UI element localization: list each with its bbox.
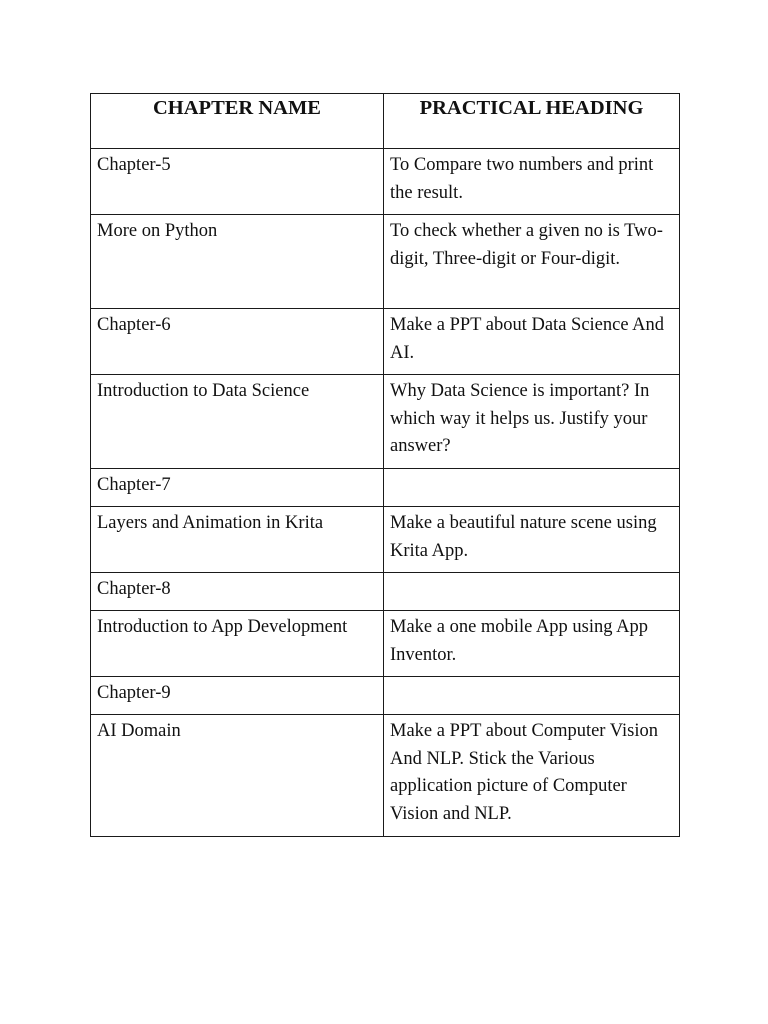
chapter-cell: Introduction to Data Science <box>91 375 384 469</box>
practical-cell: Make a PPT about Data Science And AI. <box>384 309 680 375</box>
table-row <box>91 215 680 309</box>
practical-cell: To Compare two numbers and print the result. <box>384 149 680 215</box>
chapter-cell: Chapter-9 <box>91 677 384 715</box>
practical-cell <box>384 677 680 715</box>
table-row <box>91 573 680 611</box>
chapter-cell: Chapter-5 <box>91 149 384 215</box>
practical-cell: Make a one mobile App using App Inventor. <box>384 611 680 677</box>
chapter-cell: More on Python <box>91 215 384 309</box>
header-practical-heading: PRACTICAL HEADING <box>384 94 680 149</box>
table-header-row <box>91 94 680 149</box>
table-row <box>91 715 680 837</box>
practical-cell: Why Data Science is important? In which way it helps us. Justify your answer? <box>384 375 680 469</box>
header-chapter-name: CHAPTER NAME <box>91 94 384 149</box>
table-row <box>91 507 680 573</box>
table-row <box>91 149 680 215</box>
practical-cell <box>384 573 680 611</box>
table-row <box>91 677 680 715</box>
chapter-cell: Chapter-7 <box>91 469 384 507</box>
table-row <box>91 375 680 469</box>
practical-cell: Make a beautiful nature scene using Krita App. <box>384 507 680 573</box>
table-row <box>91 469 680 507</box>
table-row <box>91 309 680 375</box>
chapter-cell: Chapter-8 <box>91 573 384 611</box>
table-row <box>91 611 680 677</box>
practical-cell <box>384 469 680 507</box>
chapter-cell: Chapter-6 <box>91 309 384 375</box>
practical-cell: To check whether a given no is Two-digit, Three-digit or Four-digit. <box>384 215 680 309</box>
chapter-cell: AI Domain <box>91 715 384 837</box>
chapter-cell: Introduction to App Development <box>91 611 384 677</box>
practicals-table <box>90 93 680 837</box>
chapter-cell: Layers and Animation in Krita <box>91 507 384 573</box>
practical-cell: Make a PPT about Computer Vision And NLP. Stick the Various application picture of Computer Vision and NLP. <box>384 715 680 837</box>
